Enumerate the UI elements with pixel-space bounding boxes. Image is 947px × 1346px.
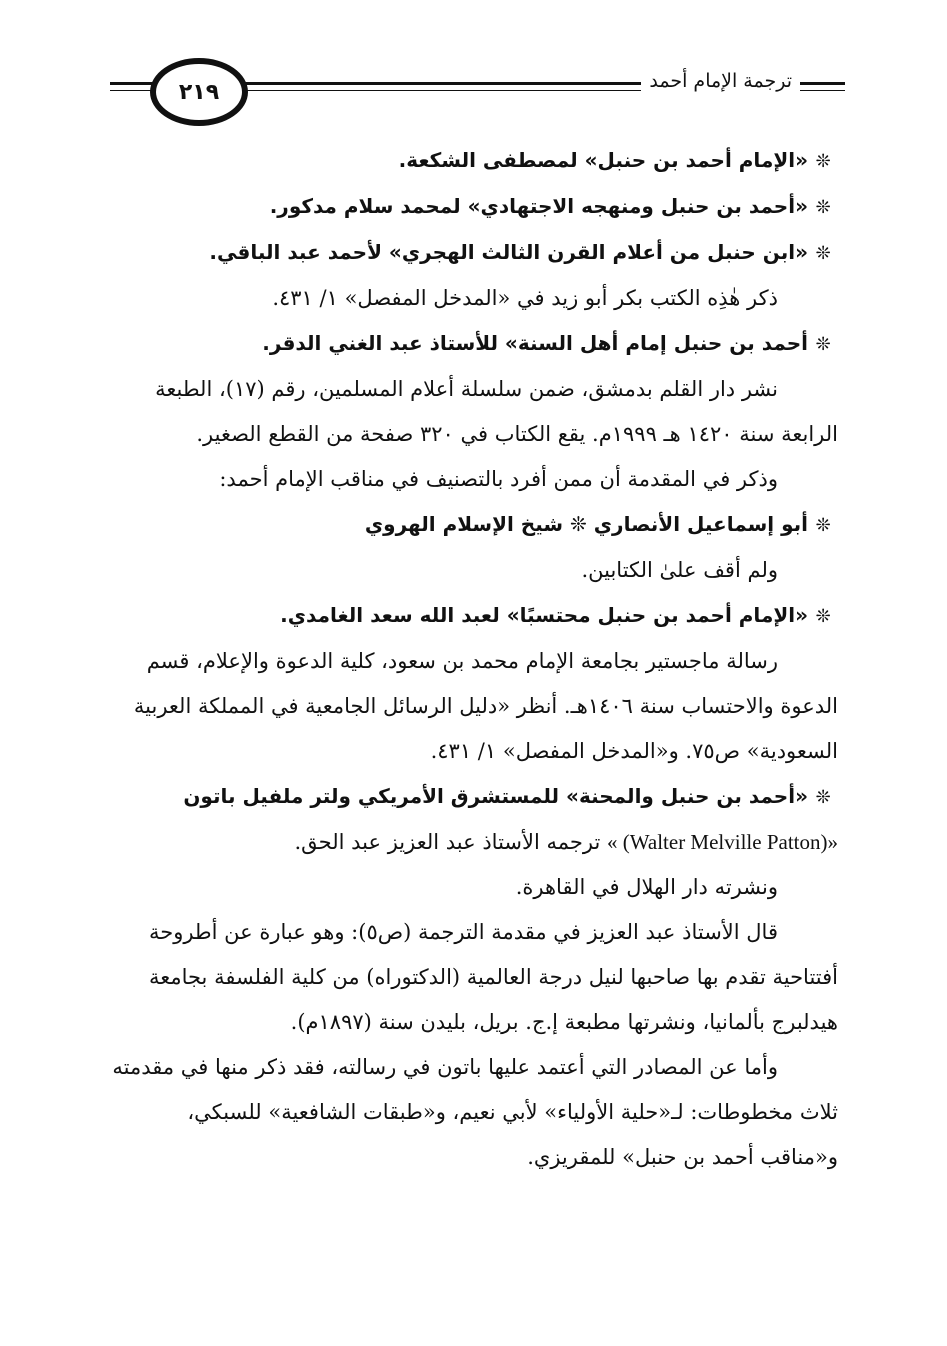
page-number-badge [150,58,248,126]
text-line: هيدلبرج بألمانيا، ونشرتها مطبعة إ.ج. بريل، بليدن سنة (١٨٩٧م). [290,1010,838,1034]
bullet-text: «أحمد بن حنبل ومنهجه الاجتهادي» لمحمد سلام مدكور. [269,194,808,218]
text-line: السعودية» ص٧٥. و«المدخل المفصل» ١/ ٤٣١. [430,739,838,763]
page-number: ٢١٩ [178,79,220,105]
page-header [110,58,845,120]
line-text: ترجمه الأستاذ عبد العزيز عبد الحق. [294,830,601,854]
latin-name: « (Walter Melville Patton)» [607,830,838,854]
text-line: الرابعة سنة ١٤٢٠ هـ ١٩٩٩م. يقع الكتاب في ٣٢٠ صفحة من القطع الصغير. [196,422,838,446]
bullet-star-icon: ❊ [815,515,831,536]
text-line: وذكر في المقدمة أن ممن أفرد بالتصنيف في مناقب الإمام أحمد: [219,467,778,491]
bullet-item [108,321,838,367]
bullet-text: «الإمام أحمد بن حنبل» لمصطفى الشكعة. [398,148,808,172]
bullet-star-icon: ❊ [815,197,831,218]
bullet-text: أبو إسماعيل الأنصاري ❊ شيخ الإسلام الهروي [364,512,808,536]
text-line: قال الأستاذ عبد العزيز في مقدمة الترجمة (ص٥): وهو عبارة عن أطروحة [148,920,778,944]
text-line: و«مناقب أحمد بن حنبل» للمقريزي. [527,1145,838,1169]
text-line: أفتتاحية تقدم بها صاحبها لنيل درجة العالمية (الدكتوراه) من كلية الفلسفة بجامعة [148,965,838,989]
bullet-item [108,184,838,230]
text-line [108,820,838,865]
bullet-item [108,138,838,184]
bullet-text: «أحمد بن حنبل والمحنة» للمستشرق الأمريكي ولتر ملفيل باتون [183,784,808,808]
text-line: نشر دار القلم بدمشق، ضمن سلسلة أعلام المسلمين، رقم (١٧)، الطبعة [155,377,778,401]
bullet-text: أحمد بن حنبل إمام أهل السنة» للأستاذ عبد الغني الدقر. [262,331,808,355]
bullet-star-icon: ❊ [815,334,831,355]
text-line: ثلاث مخطوطات: لـ«حلية الأولياء» لأبي نعيم، و«طبقات الشافعية» للسبكي، [187,1100,838,1124]
text-line: رسالة ماجستير بجامعة الإمام محمد بن سعود، كلية الدعوة والإعلام، قسم [146,649,778,673]
bullet-star-icon: ❊ [815,787,831,808]
bullet-star-icon: ❊ [815,243,831,264]
running-title: ترجمة الإمام أحمد [641,70,800,92]
text-line: ونشرته دار الهلال في القاهرة. [515,875,778,899]
text-line: ولم أقف علىٰ الكتابين. [581,558,778,582]
bullet-star-icon: ❊ [815,151,831,172]
bullet-star-icon: ❊ [815,606,831,627]
bullet-text: «الإمام أحمد بن حنبل محتسبًا» لعبد الله سعد الغامدي. [280,603,808,627]
text-line: ذكر هٰذِه الكتب بكر أبو زيد في «المدخل المفصل» ١/ ٤٣١. [272,286,778,310]
bullet-item [108,502,838,548]
bullet-text: «ابن حنبل من أعلام القرن الثالث الهجري» لأحمد عبد الباقي. [209,240,808,264]
page-body [108,138,838,1180]
text-line: وأما عن المصادر التي أعتمد عليها باتون في رسالته، فقد ذكر منها في مقدمته [112,1055,778,1079]
bullet-item [108,593,838,639]
bullet-item [108,774,838,820]
text-line: الدعوة والاحتساب سنة ١٤٠٦هـ. أنظر «دليل الرسائل الجامعية في المملكة العربية [133,694,838,718]
bullet-item [108,230,838,276]
